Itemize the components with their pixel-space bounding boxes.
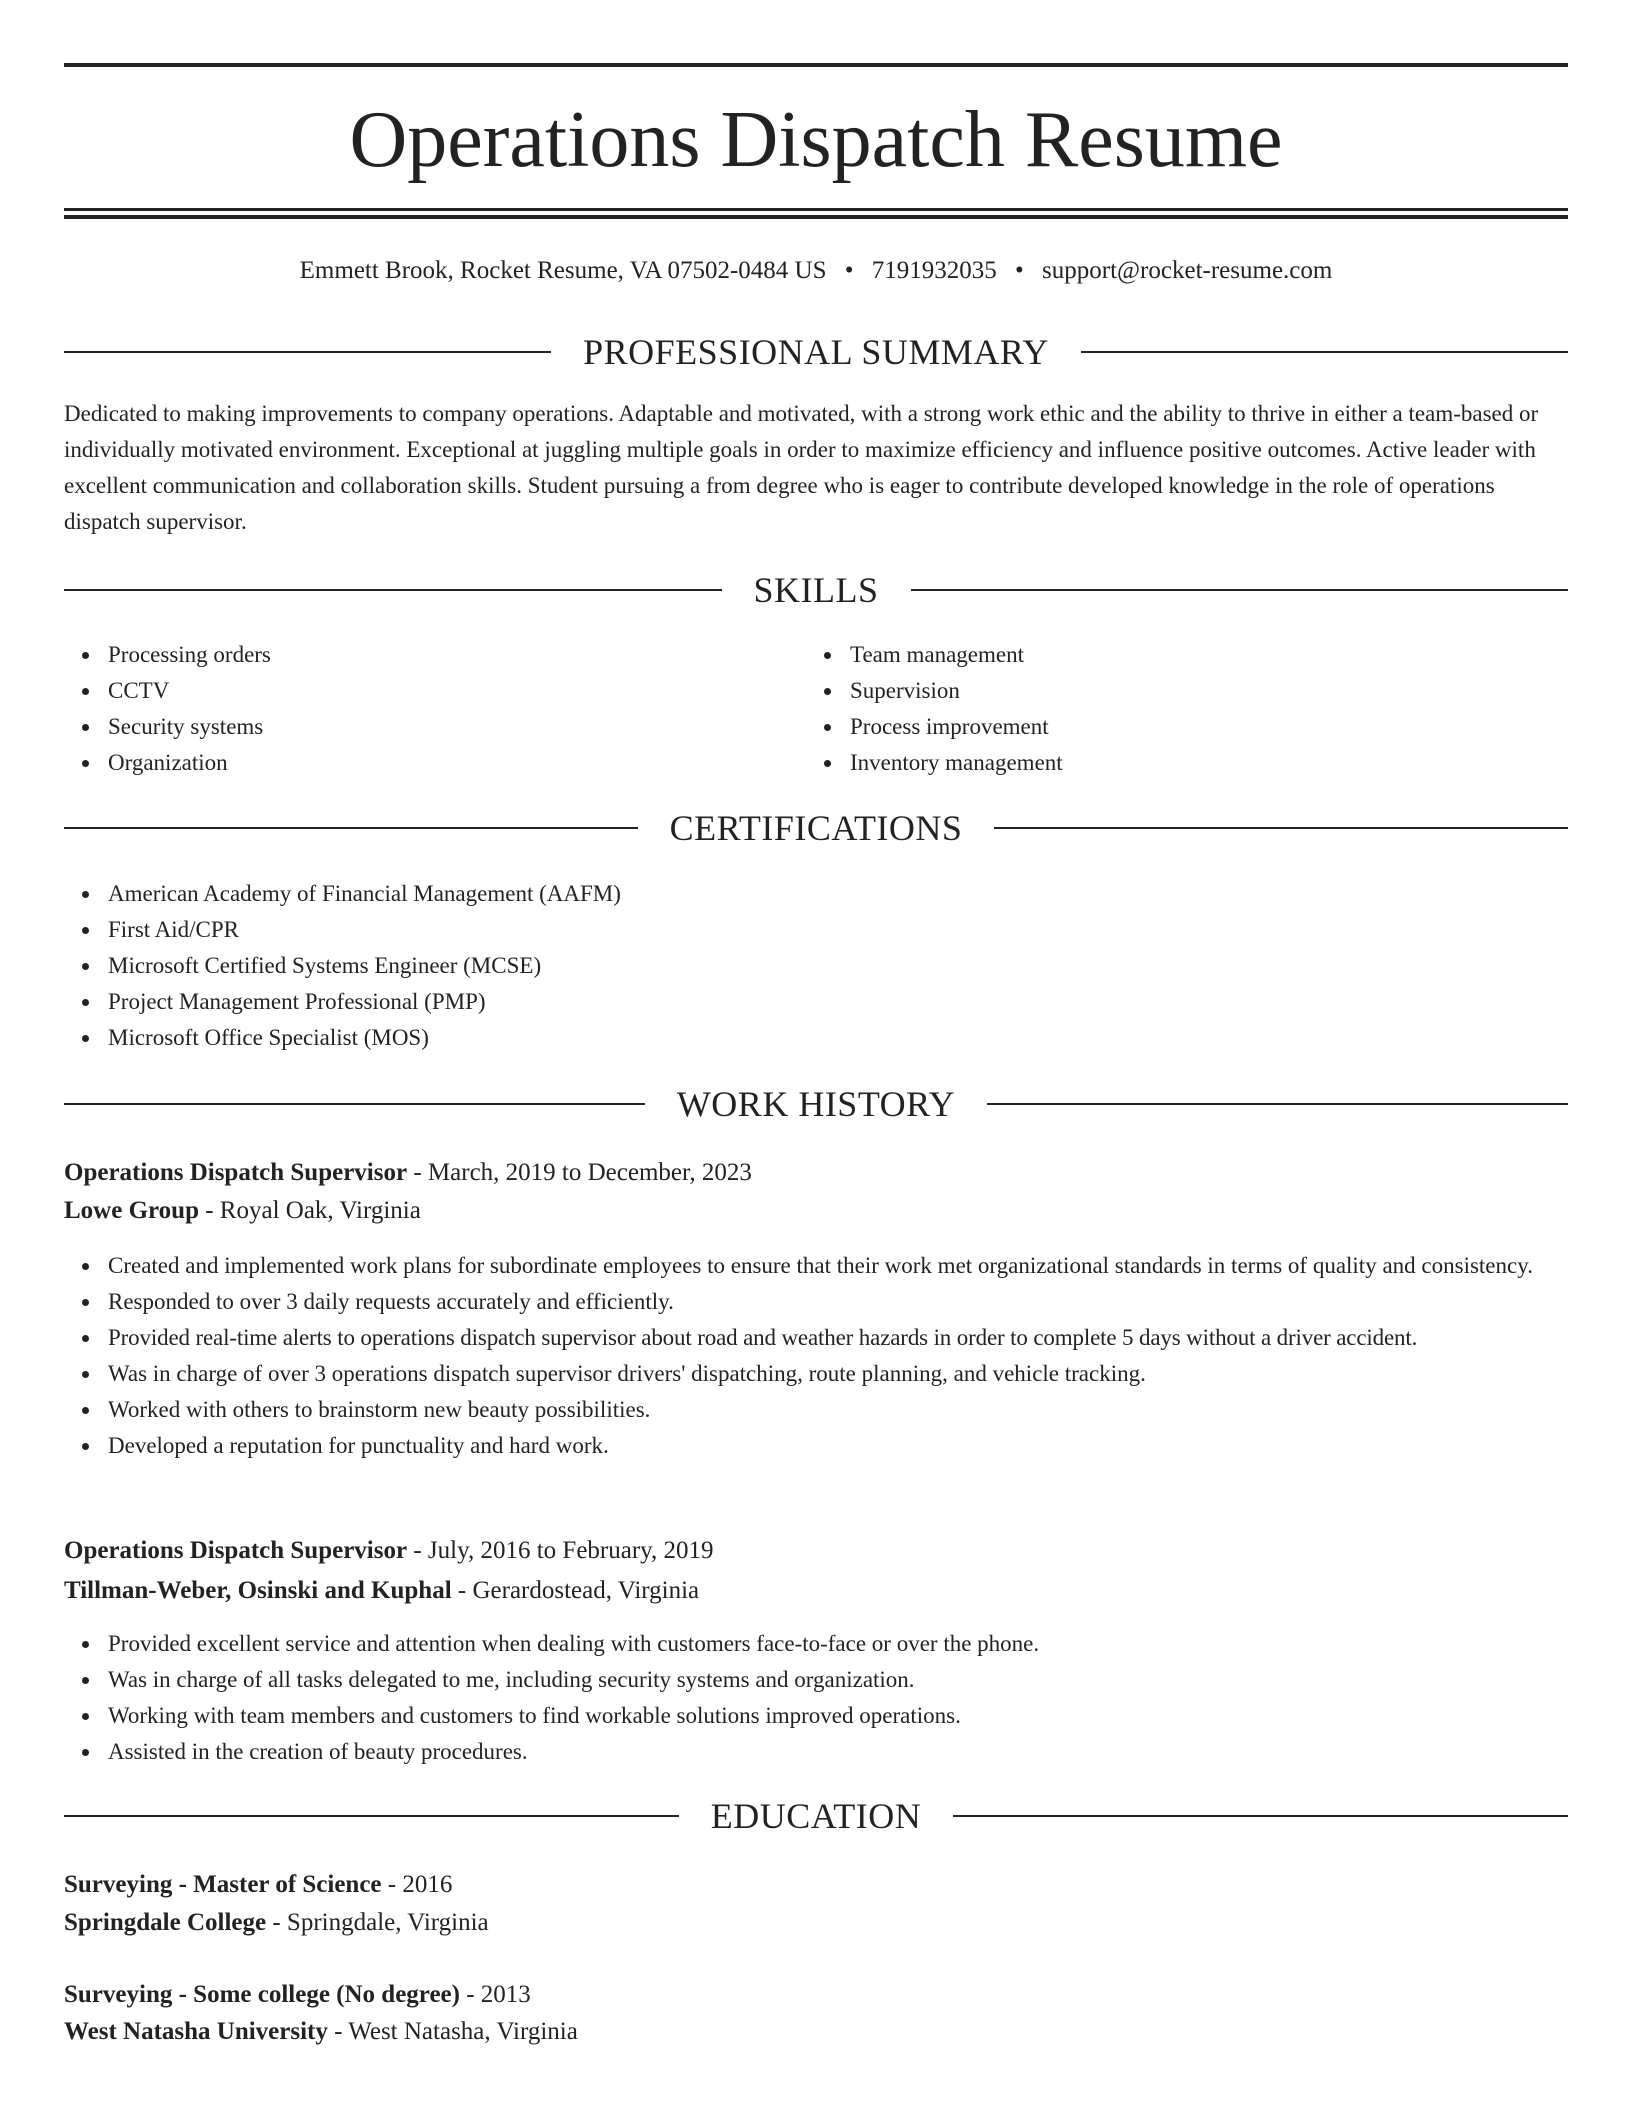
heading-rule bbox=[64, 827, 638, 829]
job-dates: - March, 2019 to December, 2023 bbox=[407, 1159, 752, 1186]
skill-item: Security systems bbox=[108, 709, 808, 745]
section-heading-education bbox=[64, 1794, 1568, 1838]
education-location: - West Natasha, Virginia bbox=[327, 2018, 578, 2045]
section-title-work: WORK HISTORY bbox=[676, 1084, 956, 1124]
education-school-line bbox=[64, 2013, 1568, 2051]
skills-list-right bbox=[806, 637, 1550, 781]
job-title-line bbox=[64, 1154, 1568, 1192]
contact-address: Emmett Brook, Rocket Resume, VA 07502-0484 US bbox=[299, 257, 827, 284]
job-bullet: Created and implemented work plans for subordinate employees to ensure that their work met organizational standards in terms of quality and consistency. bbox=[108, 1248, 1612, 1284]
page-title: Operations Dispatch Resume bbox=[349, 96, 1283, 184]
job-bullet: Worked with others to brainstorm new beauty possibilities. bbox=[108, 1392, 1612, 1428]
education-year: - 2013 bbox=[459, 1981, 531, 2008]
job-location: - Royal Oak, Virginia bbox=[198, 1197, 421, 1224]
section-title-summary: PROFESSIONAL SUMMARY bbox=[583, 332, 1049, 372]
job-bullet: Was in charge of over 3 operations dispatch supervisor drivers' dispatching, route planning, and vehicle tracking. bbox=[108, 1356, 1612, 1392]
heading-rule bbox=[64, 589, 722, 591]
education-degree-line bbox=[64, 1976, 1568, 2014]
contact-separator: • bbox=[844, 257, 854, 284]
contact-email: support@rocket-resume.com bbox=[1042, 257, 1333, 284]
job-bullet: Working with team members and customers to find workable solutions improved operations. bbox=[108, 1698, 1612, 1734]
skill-item: Supervision bbox=[850, 673, 1550, 709]
heading-rule bbox=[987, 1103, 1568, 1105]
job-bullet: Developed a reputation for punctuality and hard work. bbox=[108, 1428, 1612, 1464]
job-company: Tillman-Weber, Osinski and Kuphal bbox=[64, 1577, 452, 1604]
job-bullets bbox=[64, 1248, 1612, 1464]
skill-item: Process improvement bbox=[850, 709, 1550, 745]
heading-rule bbox=[64, 1103, 645, 1105]
job-bullet: Assisted in the creation of beauty procedures. bbox=[108, 1734, 1612, 1770]
heading-rule bbox=[1081, 351, 1568, 353]
job-bullets bbox=[64, 1626, 1612, 1770]
contact-line bbox=[64, 254, 1568, 288]
skills-list-left bbox=[64, 637, 808, 781]
skill-item: Inventory management bbox=[850, 745, 1550, 781]
education-school-line bbox=[64, 1904, 1568, 1942]
section-heading-certifications bbox=[64, 806, 1568, 850]
certification-item: Microsoft Certified Systems Engineer (MCSE) bbox=[108, 948, 1568, 984]
section-title-skills: SKILLS bbox=[753, 570, 879, 610]
certifications-list bbox=[64, 876, 1568, 1056]
heading-rule bbox=[953, 1815, 1568, 1817]
section-heading-summary bbox=[64, 330, 1568, 374]
section-title-education: EDUCATION bbox=[710, 1796, 922, 1836]
skill-item: Team management bbox=[850, 637, 1550, 673]
job-company-line bbox=[64, 1572, 1568, 1610]
certification-item: American Academy of Financial Management (AAFM) bbox=[108, 876, 1568, 912]
job-company-line bbox=[64, 1192, 1568, 1230]
job-location: - Gerardostead, Virginia bbox=[451, 1577, 700, 1604]
title-rule-lower bbox=[64, 215, 1568, 219]
heading-rule bbox=[911, 589, 1569, 591]
job-bullet: Was in charge of all tasks delegated to me, including security systems and organization. bbox=[108, 1662, 1612, 1698]
job-dates: - July, 2016 to February, 2019 bbox=[407, 1537, 714, 1564]
heading-rule bbox=[64, 1815, 679, 1817]
education-school: Springdale College bbox=[64, 1909, 267, 1936]
job-bullet: Provided excellent service and attention when dealing with customers face-to-face or over the phone. bbox=[108, 1626, 1612, 1662]
education-degree-line bbox=[64, 1866, 1568, 1904]
job-title-line bbox=[64, 1532, 1568, 1570]
job-bullet: Provided real-time alerts to operations dispatch supervisor about road and weather hazards in order to complete 5 days without a driver accident. bbox=[108, 1320, 1612, 1356]
heading-rule bbox=[994, 827, 1568, 829]
section-title-certifications: CERTIFICATIONS bbox=[669, 808, 963, 848]
contact-separator: • bbox=[1015, 257, 1024, 284]
contact-phone: 7191932035 bbox=[871, 257, 997, 284]
education-location: - Springdale, Virginia bbox=[266, 1909, 489, 1936]
skill-item: Organization bbox=[108, 745, 808, 781]
skill-item: CCTV bbox=[108, 673, 808, 709]
job-company: Lowe Group bbox=[64, 1197, 199, 1224]
education-degree: Surveying - Some college (No degree) bbox=[64, 1981, 460, 2008]
section-heading-skills bbox=[64, 568, 1568, 612]
certification-item: First Aid/CPR bbox=[108, 912, 1568, 948]
skill-item: Processing orders bbox=[108, 637, 808, 673]
education-year: - 2016 bbox=[381, 1871, 453, 1898]
job-bullet: Responded to over 3 daily requests accurately and efficiently. bbox=[108, 1284, 1612, 1320]
section-heading-work bbox=[64, 1082, 1568, 1126]
education-degree: Surveying - Master of Science bbox=[64, 1871, 382, 1898]
education-school: West Natasha University bbox=[64, 2018, 328, 2045]
heading-rule bbox=[64, 351, 551, 353]
summary-text: Dedicated to making improvements to company operations. Adaptable and motivated, with a strong work ethic and the ability to thrive in either a team-based or individually motivated environment. Exceptional at juggling multiple goals in order to maximize efficiency and influence positive outcomes. Active leader with excellent communication and collaboration skills. Student pursuing a from degree who is eager to contribute developed knowledge in the role of operations dispatch supervisor. bbox=[64, 401, 1539, 534]
certification-item: Microsoft Office Specialist (MOS) bbox=[108, 1020, 1568, 1056]
job-title: Operations Dispatch Supervisor bbox=[64, 1537, 408, 1564]
top-rule bbox=[64, 63, 1568, 67]
title-rule-upper bbox=[64, 208, 1568, 211]
job-title: Operations Dispatch Supervisor bbox=[64, 1159, 408, 1186]
certification-item: Project Management Professional (PMP) bbox=[108, 984, 1568, 1020]
